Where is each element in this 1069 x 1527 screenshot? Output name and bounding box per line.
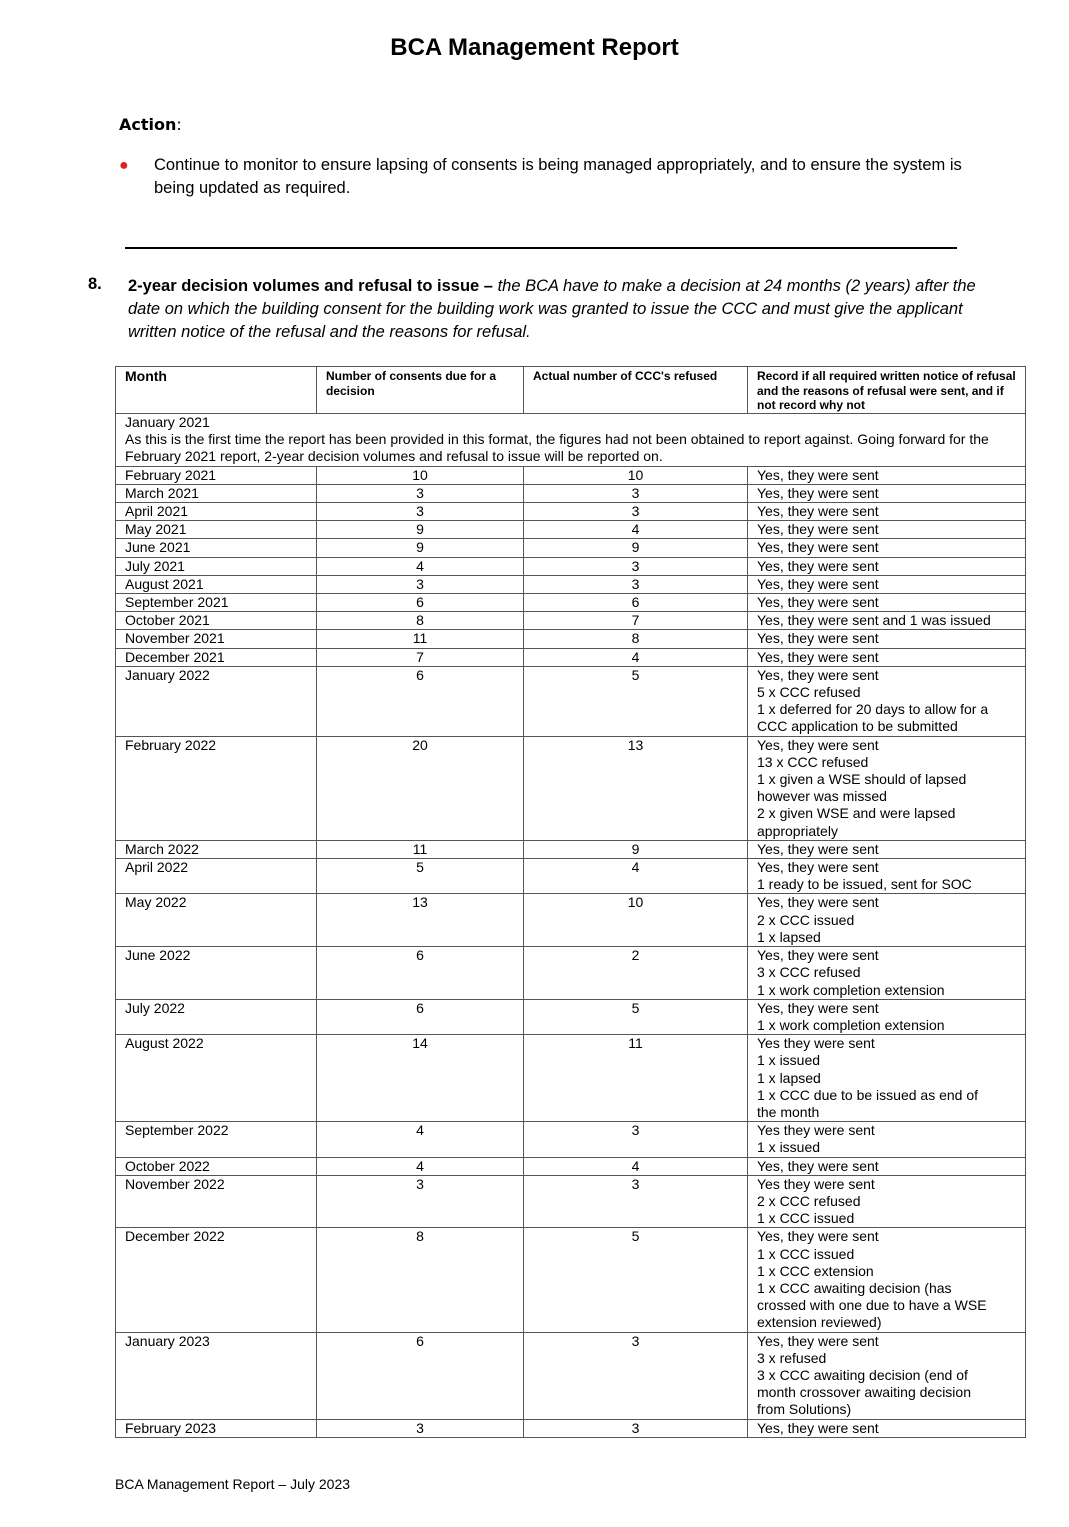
cell-consents-due: 5 bbox=[317, 859, 524, 894]
cell-consents-due: 3 bbox=[317, 503, 524, 521]
header-notice-record: Record if all required written notice of refusal and the reasons of refusal were sent, and if not record why not bbox=[748, 367, 1026, 414]
cell-notice-record bbox=[748, 1157, 1026, 1175]
cell-ccc-refused: 5 bbox=[524, 999, 748, 1034]
cell-ccc-refused: 4 bbox=[524, 648, 748, 666]
table-row bbox=[116, 630, 1026, 648]
table-row bbox=[116, 1419, 1026, 1437]
table-row bbox=[116, 484, 1026, 502]
bullet-dot-icon: ● bbox=[119, 157, 129, 174]
cell-notice-record bbox=[748, 539, 1026, 557]
table-row bbox=[116, 999, 1026, 1034]
cell-consents-due: 3 bbox=[317, 1419, 524, 1437]
table-row bbox=[116, 1122, 1026, 1157]
cell-consents-due: 4 bbox=[317, 1157, 524, 1175]
cell-ccc-refused: 3 bbox=[524, 575, 748, 593]
record-line: 1 x lapsed bbox=[757, 1069, 821, 1086]
cell-ccc-refused: 3 bbox=[524, 1122, 748, 1157]
table-row bbox=[116, 648, 1026, 666]
record-line: Yes, they were sent bbox=[757, 999, 879, 1016]
record-line: Yes, they were sent and 1 was issued bbox=[757, 612, 991, 629]
record-line: 2 x CCC refused bbox=[757, 1192, 861, 1209]
record-line: 1 x CCC due to be issued as end of bbox=[757, 1086, 979, 1103]
cell-month: May 2022 bbox=[116, 894, 317, 947]
action-list bbox=[119, 154, 979, 200]
cell-ccc-refused: 3 bbox=[524, 557, 748, 575]
page-title: BCA Management Report bbox=[390, 34, 679, 61]
cell-ccc-refused: 2 bbox=[524, 947, 748, 1000]
cell-consents-due: 3 bbox=[317, 1175, 524, 1228]
cell-month: March 2021 bbox=[116, 484, 317, 502]
cell-notice-record bbox=[748, 894, 1026, 947]
cell-month: October 2021 bbox=[116, 612, 317, 630]
record-line: Yes, they were sent bbox=[757, 736, 879, 753]
cell-month: June 2021 bbox=[116, 539, 317, 557]
record-line: 1 x given a WSE should of lapsed bbox=[757, 771, 967, 788]
cell-notice-record bbox=[748, 1419, 1026, 1437]
cell-notice-record bbox=[748, 1122, 1026, 1157]
action-heading-label: Action bbox=[119, 115, 177, 134]
cell-ccc-refused: 3 bbox=[524, 484, 748, 502]
cell-month: May 2021 bbox=[116, 521, 317, 539]
cell-ccc-refused: 11 bbox=[524, 1035, 748, 1122]
record-line: 1 x CCC awaiting decision (has bbox=[757, 1279, 952, 1296]
record-line: month crossover awaiting decision bbox=[757, 1384, 971, 1401]
cell-month: September 2022 bbox=[116, 1122, 317, 1157]
record-line: 13 x CCC refused bbox=[757, 753, 869, 770]
record-line: 3 x CCC refused bbox=[757, 964, 861, 981]
cell-ccc-refused: 3 bbox=[524, 1332, 748, 1419]
table-row bbox=[116, 612, 1026, 630]
table-row bbox=[116, 1332, 1026, 1419]
record-line: Yes, they were sent bbox=[757, 1419, 879, 1436]
cell-consents-due: 7 bbox=[317, 648, 524, 666]
cell-consents-due: 4 bbox=[317, 1122, 524, 1157]
cell-notice-record bbox=[748, 466, 1026, 484]
record-line: Yes, they were sent bbox=[757, 521, 879, 538]
cell-consents-due: 8 bbox=[317, 1228, 524, 1332]
cell-notice-record bbox=[748, 648, 1026, 666]
cell-consents-due: 6 bbox=[317, 1332, 524, 1419]
table-row bbox=[116, 539, 1026, 557]
record-line: Yes they were sent bbox=[757, 1122, 875, 1139]
cell-notice-record bbox=[748, 594, 1026, 612]
cell-ccc-refused: 13 bbox=[524, 736, 748, 840]
cell-notice-record bbox=[748, 484, 1026, 502]
table-row bbox=[116, 1228, 1026, 1332]
record-line: Yes, they were sent bbox=[757, 630, 879, 647]
record-line: CCC application to be submitted bbox=[757, 718, 958, 735]
cell-month: April 2022 bbox=[116, 859, 317, 894]
record-line: Yes, they were sent bbox=[757, 594, 879, 611]
record-line: 3 x refused bbox=[757, 1349, 827, 1366]
cell-notice-record bbox=[748, 1035, 1026, 1122]
table-row bbox=[116, 840, 1026, 858]
note-text: As this is the first time the report has been provided in this format, the figures had not been obtained to report against. Going forward for the February 2021 report, 2-year decision volumes and refusal to issue will be reported on. bbox=[125, 431, 989, 465]
cell-month: August 2022 bbox=[116, 1035, 317, 1122]
cell-consents-due: 11 bbox=[317, 840, 524, 858]
cell-notice-record bbox=[748, 575, 1026, 593]
record-line: 1 x CCC issued bbox=[757, 1210, 855, 1227]
cell-notice-record bbox=[748, 521, 1026, 539]
table-row bbox=[116, 947, 1026, 1000]
record-line: the month bbox=[757, 1103, 820, 1120]
cell-ccc-refused: 3 bbox=[524, 1175, 748, 1228]
cell-notice-record bbox=[748, 1332, 1026, 1419]
note-month: January 2021 bbox=[125, 414, 210, 430]
record-line: Yes, they were sent bbox=[757, 947, 879, 964]
cell-month: October 2022 bbox=[116, 1157, 317, 1175]
cell-ccc-refused: 4 bbox=[524, 1157, 748, 1175]
action-heading-colon: : bbox=[176, 115, 182, 134]
cell-consents-due: 8 bbox=[317, 612, 524, 630]
cell-notice-record bbox=[748, 1175, 1026, 1228]
cell-consents-due: 14 bbox=[317, 1035, 524, 1122]
record-line: Yes they were sent bbox=[757, 1035, 875, 1052]
table-row bbox=[116, 894, 1026, 947]
cell-month: July 2021 bbox=[116, 557, 317, 575]
record-line: 1 x deferred for 20 days to allow for a bbox=[757, 701, 989, 718]
cell-consents-due: 6 bbox=[317, 947, 524, 1000]
action-list-item-text: Continue to monitor to ensure lapsing of consents is being managed appropriately, and to ensure the system is being updated as required. bbox=[154, 156, 962, 197]
table-row bbox=[116, 594, 1026, 612]
record-line: 2 x CCC issued bbox=[757, 911, 855, 928]
cell-consents-due: 6 bbox=[317, 594, 524, 612]
record-line: Yes, they were sent bbox=[757, 1228, 879, 1245]
record-line: Yes, they were sent bbox=[757, 1332, 879, 1349]
cell-notice-record bbox=[748, 859, 1026, 894]
record-line: however was missed bbox=[757, 788, 887, 805]
cell-consents-due: 20 bbox=[317, 736, 524, 840]
cell-ccc-refused: 8 bbox=[524, 630, 748, 648]
table-row bbox=[116, 575, 1026, 593]
cell-consents-due: 6 bbox=[317, 666, 524, 736]
cell-month: February 2022 bbox=[116, 736, 317, 840]
record-line: 2 x given WSE and were lapsed bbox=[757, 805, 956, 822]
cell-ccc-refused: 7 bbox=[524, 612, 748, 630]
cell-ccc-refused: 3 bbox=[524, 503, 748, 521]
cell-ccc-refused: 10 bbox=[524, 466, 748, 484]
table-row bbox=[116, 666, 1026, 736]
record-line: 1 x work completion extension bbox=[757, 981, 945, 998]
record-line: 1 x CCC extension bbox=[757, 1262, 874, 1279]
table-row bbox=[116, 1035, 1026, 1122]
cell-consents-due: 9 bbox=[317, 539, 524, 557]
record-line: Yes, they were sent bbox=[757, 894, 879, 911]
table-row bbox=[116, 736, 1026, 840]
record-line: 1 x lapsed bbox=[757, 928, 821, 945]
cell-consents-due: 9 bbox=[317, 521, 524, 539]
header-month: Month bbox=[116, 367, 317, 414]
cell-month: June 2022 bbox=[116, 947, 317, 1000]
cell-month: November 2021 bbox=[116, 630, 317, 648]
cell-month: April 2021 bbox=[116, 503, 317, 521]
cell-notice-record bbox=[748, 630, 1026, 648]
cell-notice-record bbox=[748, 840, 1026, 858]
cell-ccc-refused: 6 bbox=[524, 594, 748, 612]
cell-consents-due: 3 bbox=[317, 575, 524, 593]
section-number: 8. bbox=[88, 275, 102, 293]
record-line: Yes, they were sent bbox=[757, 466, 879, 483]
cell-notice-record bbox=[748, 666, 1026, 736]
record-line: 3 x CCC awaiting decision (end of bbox=[757, 1366, 968, 1383]
table-row bbox=[116, 1175, 1026, 1228]
record-line: extension reviewed) bbox=[757, 1314, 882, 1331]
cell-ccc-refused: 4 bbox=[524, 859, 748, 894]
cell-ccc-refused: 9 bbox=[524, 840, 748, 858]
cell-notice-record bbox=[748, 947, 1026, 1000]
table-row bbox=[116, 557, 1026, 575]
record-line: from Solutions) bbox=[757, 1401, 852, 1418]
header-ccc-refused: Actual number of CCC's refused bbox=[524, 367, 748, 414]
record-line: Yes, they were sent bbox=[757, 539, 879, 556]
section-lead: 2-year decision volumes and refusal to issue – bbox=[128, 277, 493, 295]
record-line: crossed with one due to have a WSE bbox=[757, 1297, 987, 1314]
table-note-row bbox=[116, 414, 1026, 467]
action-list-item bbox=[119, 154, 979, 200]
record-line: Yes, they were sent bbox=[757, 503, 879, 520]
cell-month: December 2022 bbox=[116, 1228, 317, 1332]
cell-ccc-refused: 10 bbox=[524, 894, 748, 947]
table-row bbox=[116, 503, 1026, 521]
table-row bbox=[116, 859, 1026, 894]
cell-notice-record bbox=[748, 503, 1026, 521]
cell-ccc-refused: 4 bbox=[524, 521, 748, 539]
record-line: Yes, they were sent bbox=[757, 575, 879, 592]
cell-notice-record bbox=[748, 612, 1026, 630]
cell-month: January 2022 bbox=[116, 666, 317, 736]
cell-consents-due: 13 bbox=[317, 894, 524, 947]
record-line: 1 ready to be issued, sent for SOC bbox=[757, 876, 972, 893]
cell-notice-record bbox=[748, 557, 1026, 575]
header-consents-due: Number of consents due for a decision bbox=[317, 367, 524, 414]
cell-notice-record bbox=[748, 1228, 1026, 1332]
cell-ccc-refused: 3 bbox=[524, 1419, 748, 1437]
cell-month: August 2021 bbox=[116, 575, 317, 593]
record-line: 1 x issued bbox=[757, 1139, 821, 1156]
cell-month: December 2021 bbox=[116, 648, 317, 666]
note-cell bbox=[116, 414, 1026, 467]
record-line: Yes, they were sent bbox=[757, 840, 879, 857]
section-heading bbox=[128, 275, 978, 344]
record-line: Yes, they were sent bbox=[757, 648, 879, 665]
decision-volumes-table bbox=[115, 366, 1026, 1438]
cell-month: September 2021 bbox=[116, 594, 317, 612]
cell-consents-due: 11 bbox=[317, 630, 524, 648]
cell-notice-record bbox=[748, 999, 1026, 1034]
cell-month: February 2021 bbox=[116, 466, 317, 484]
record-line: 5 x CCC refused bbox=[757, 684, 861, 701]
cell-month: March 2022 bbox=[116, 840, 317, 858]
action-heading bbox=[119, 115, 182, 134]
cell-consents-due: 4 bbox=[317, 557, 524, 575]
record-line: Yes they were sent bbox=[757, 1175, 875, 1192]
cell-consents-due: 3 bbox=[317, 484, 524, 502]
cell-notice-record bbox=[748, 736, 1026, 840]
record-line: Yes, they were sent bbox=[757, 1157, 879, 1174]
record-line: 1 x issued bbox=[757, 1052, 821, 1069]
section-description: the BCA have to make a decision at 24 months (2 years) after the date on which the building consent for the building work was granted to issue the CCC and must give the applicant written notice of the refusal and the reasons for refusal. bbox=[128, 277, 976, 341]
cell-month: January 2023 bbox=[116, 1332, 317, 1419]
cell-month: February 2023 bbox=[116, 1419, 317, 1437]
cell-month: July 2022 bbox=[116, 999, 317, 1034]
table-row bbox=[116, 1157, 1026, 1175]
record-line: Yes, they were sent bbox=[757, 484, 879, 501]
table-header-row bbox=[116, 367, 1026, 414]
cell-ccc-refused: 5 bbox=[524, 666, 748, 736]
record-line: Yes, they were sent bbox=[757, 557, 879, 574]
record-line: 1 x work completion extension bbox=[757, 1016, 945, 1033]
table-row bbox=[116, 521, 1026, 539]
record-line: Yes, they were sent bbox=[757, 666, 879, 683]
table-row bbox=[116, 466, 1026, 484]
section-divider bbox=[125, 247, 957, 249]
cell-ccc-refused: 5 bbox=[524, 1228, 748, 1332]
record-line: 1 x CCC issued bbox=[757, 1245, 855, 1262]
cell-ccc-refused: 9 bbox=[524, 539, 748, 557]
cell-consents-due: 6 bbox=[317, 999, 524, 1034]
cell-consents-due: 10 bbox=[317, 466, 524, 484]
page-footer: BCA Management Report – July 2023 bbox=[115, 1476, 351, 1492]
record-line: Yes, they were sent bbox=[757, 859, 879, 876]
cell-month: November 2022 bbox=[116, 1175, 317, 1228]
record-line: appropriately bbox=[757, 822, 838, 839]
